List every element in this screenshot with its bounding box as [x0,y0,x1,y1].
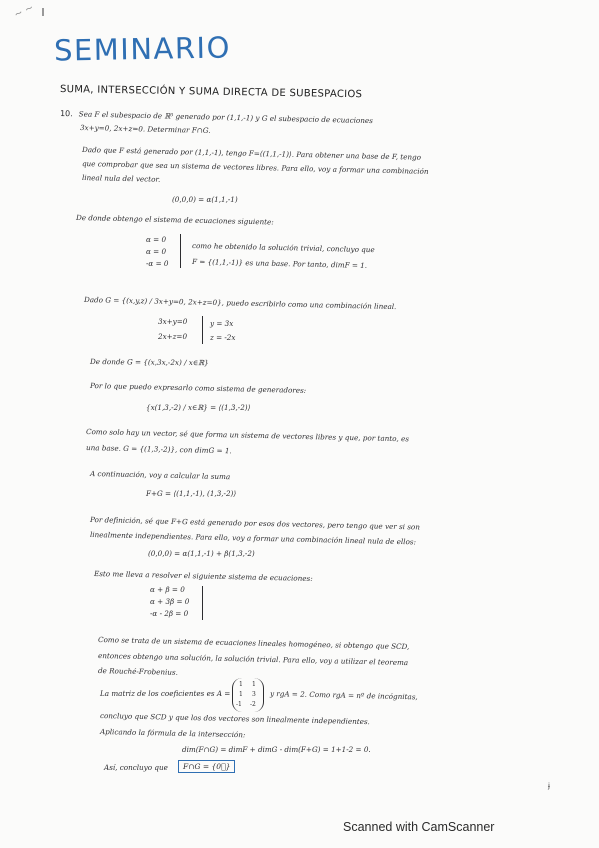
text-line: Dado G = {(x,y,z) / 3x+y=0, 2x+z=0}, puedo escribirlo como una combinación lineal. [83,295,397,312]
matrix-cell: -2 [250,701,256,708]
text-line: Así, concluyo que [104,763,168,772]
text-line: A continuación, voy a calcular la suma [89,469,231,482]
text-line: Dado que F está generado por (1,1,-1), tengo F=⟨(1,1,-1)⟩. Para obtener una base de F, tengo [81,145,422,162]
text-line: Esto me lleva a resolver el siguiente sistema de ecuaciones: [93,569,313,583]
system-equation: z = -2x [210,333,236,342]
system-equation: y = 3x [210,319,234,328]
text-line: F = {(1,1,-1)} es una base. Por tanto, dimF = 1. [191,257,368,270]
text-line: Por lo que puedo expresarlo como sistema de generadores: [89,381,307,395]
text-line: lineal nula del vector. [81,173,161,184]
system-equation: -α = 0 [146,259,169,268]
exercise-number: 10. [59,109,73,119]
system-brace [202,316,203,344]
matrix-cell: 1 [239,691,243,698]
margin-mark: ɉ [548,782,550,790]
equation: dim(F∩G) = dimF + dimG - dim(F+G) = 1+1-2 = 0. [182,745,371,754]
equation: {x(1,3,-2) / x∈ℝ} = ⟨(1,3,-2)⟩ [146,403,251,412]
text-line: que comprobar que sea un sistema de vectores libres. Para ello, voy a formar una combinación [81,159,429,176]
matrix-cell: 1 [239,681,243,688]
scanner-watermark: Scanned with CamScanner [343,820,495,834]
equation: F+G = ⟨(1,1,-1), (1,3,-2)⟩ [146,489,237,498]
exercise-statement-line-2: 3x+y=0, 2x+z=0. Determinar F∩G. [79,123,211,135]
text-line: como he obtenido la solución trivial, concluyo que [191,241,375,255]
text-line: La matriz de los coeficientes es A = [100,689,231,698]
system-equation: α + 3β = 0 [150,597,190,606]
text-line: Aplicando la fórmula de la intersección: [99,727,246,740]
matrix-cell: 3 [252,691,256,698]
system-equation: 3x+y=0 [158,317,188,326]
text-line: concluyo que SCD y que los dos vectores son linealmente independientes. [99,711,371,727]
text-line: de Rouché-Frobenius. [97,666,179,677]
text-line: entonces obtengo una solución, la solución trivial. Para ello, voy a utilizar el teorema [97,651,409,668]
equation: (0,0,0) = α(1,1,-1) + β(1,3,-2) [148,549,255,558]
page-title: SEMINARIO [53,30,232,68]
text-line: y rgA = 2. Como rgA = nº de incógnitas, [269,689,418,702]
system-brace [202,586,203,620]
text-line: Por definición, sé que F+G está generado por esos dos vectores, pero tengo que ver si son [89,515,421,532]
coefficient-matrix [232,678,264,712]
boxed-result: F∩G = {0⃗} [178,760,235,773]
system-equation: 2x+z=0 [158,332,188,341]
page-mark [42,8,44,16]
system-equation: α = 0 [146,247,167,256]
matrix-cell: -1 [236,701,242,708]
text-line: Como solo hay un vector, sé que forma un sistema de vectores libres y que, por tanto, es [85,427,410,444]
system-equation: α + β = 0 [150,585,185,594]
system-equation: -α - 2β = 0 [150,609,189,618]
text-line: linealmente independientes. Para ello, voy a formar una combinación lineal nula de ellos: [89,530,417,547]
system-brace [180,234,181,268]
system-equation: α = 0 [146,235,167,244]
matrix-cell: 1 [252,681,256,688]
section-subtitle: SUMA, INTERSECCIÓN Y SUMA DIRECTA DE SUBESPACIOS [59,84,363,101]
exercise-statement-line-1: 10. Sea F el subespacio de ℝ³ generado por (1,1,-1) y G el subespacio de ecuaciones [59,109,373,126]
text-line: De donde G = {(x,3x,-2x) / x∈ℝ} [89,357,209,368]
text-line: De donde obtengo el sistema de ecuaciones siguiente: [75,213,274,227]
text-line: Como se trata de un sistema de ecuaciones lineales homogéneo, si obtengo que SCD, [97,635,410,652]
equation: (0,0,0) = α(1,1,-1) [172,195,238,204]
text-line: una base. G = {(1,3,-2)}, con dimG = 1. [85,443,232,456]
corner-scribble: ~ ~ [12,2,36,21]
